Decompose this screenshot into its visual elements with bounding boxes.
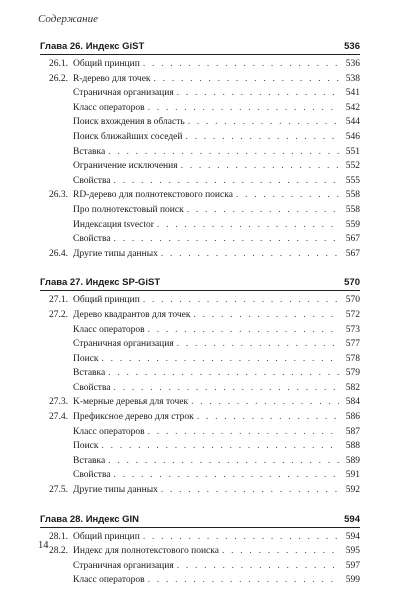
- section-page: 584: [345, 397, 360, 408]
- toc-entry: [40, 188, 360, 203]
- chapter-heading: [40, 276, 360, 291]
- chapter-heading: [40, 513, 360, 528]
- toc-entry: [40, 145, 360, 160]
- page-number: 14: [38, 540, 49, 551]
- section-page: 559: [345, 219, 360, 230]
- section-number: 26.3.: [49, 190, 68, 201]
- dot-leader: [222, 544, 339, 559]
- running-head: Содержание: [38, 13, 99, 25]
- dot-leader: [187, 203, 339, 218]
- toc-entry: [40, 57, 360, 72]
- section-page: 538: [345, 73, 360, 84]
- section-title: K-мерные деревья для точек: [73, 397, 189, 408]
- section-title: Класс операторов: [73, 575, 145, 586]
- section-page: 592: [345, 485, 360, 496]
- section-page: 541: [345, 88, 360, 99]
- section-page: 591: [345, 470, 360, 481]
- dot-leader: [154, 72, 339, 87]
- section-title: Свойства: [73, 175, 111, 186]
- toc-entry: [40, 366, 360, 381]
- section-page: 551: [345, 146, 360, 157]
- section-title: Индексация tsvector: [73, 219, 154, 230]
- toc-entry: [40, 337, 360, 352]
- toc-entry: [40, 530, 360, 545]
- section-title: RD-дерево для полнотекстового поиска: [73, 190, 233, 201]
- toc-entry: [40, 381, 360, 396]
- dot-leader: [197, 410, 339, 425]
- section-number: 27.4.: [49, 412, 68, 423]
- dot-leader: [148, 573, 339, 588]
- section-number: 27.3.: [49, 397, 68, 408]
- chapter-heading: [40, 40, 360, 55]
- section-title: Общий принцип: [73, 295, 140, 306]
- toc-entry: [40, 159, 360, 174]
- chapter-page: 570: [344, 277, 360, 289]
- dot-leader: [143, 530, 339, 545]
- section-page: 587: [345, 426, 360, 437]
- toc-chapter: [40, 40, 360, 261]
- dot-leader: [148, 323, 339, 338]
- section-title: Страничная организация: [73, 560, 174, 571]
- section-title: Свойства: [73, 470, 111, 481]
- toc-entry: [40, 86, 360, 101]
- section-page: 586: [345, 412, 360, 423]
- section-number: 27.2.: [49, 309, 68, 320]
- section-title: Индекс для полнотекстового поиска: [73, 546, 219, 557]
- dot-leader: [161, 483, 339, 498]
- section-title: Ограничение исключения: [73, 161, 178, 172]
- chapter-title: Глава 26. Индекс GiST: [40, 41, 145, 52]
- section-number: 28.2.: [49, 546, 68, 557]
- dot-leader: [102, 439, 339, 454]
- dot-leader: [177, 86, 339, 101]
- section-page: 567: [345, 248, 360, 259]
- section-page: 567: [345, 234, 360, 245]
- dot-leader: [114, 381, 339, 396]
- toc-entry: [40, 101, 360, 116]
- dot-leader: [188, 115, 339, 130]
- section-page: 570: [345, 295, 360, 306]
- section-page: 588: [345, 441, 360, 452]
- dot-leader: [161, 247, 339, 262]
- toc-entry: [40, 352, 360, 367]
- dot-leader: [194, 308, 340, 323]
- section-page: 552: [345, 161, 360, 172]
- section-title: Свойства: [73, 234, 111, 245]
- section-page: 544: [345, 117, 360, 128]
- section-title: Общий принцип: [73, 59, 140, 69]
- toc-entry: [40, 308, 360, 323]
- table-of-contents: [40, 40, 360, 603]
- section-title: Про полнотекстовый поиск: [73, 204, 184, 215]
- section-number: 28.1.: [49, 531, 68, 542]
- section-number: 26.2.: [49, 73, 68, 84]
- section-title: Класс операторов: [73, 324, 145, 335]
- toc-chapter: [40, 276, 360, 497]
- section-page: 597: [345, 560, 360, 571]
- dot-leader: [108, 366, 339, 381]
- section-page: 577: [345, 339, 360, 350]
- section-page: 595: [345, 546, 360, 557]
- section-page: 573: [345, 324, 360, 335]
- toc-chapter: [40, 513, 360, 588]
- section-page: 558: [345, 204, 360, 215]
- section-title: Класс операторов: [73, 426, 145, 437]
- toc-entry: [40, 468, 360, 483]
- dot-leader: [143, 57, 339, 72]
- toc-entry: [40, 293, 360, 308]
- dot-leader: [177, 337, 339, 352]
- toc-entry: [40, 410, 360, 425]
- toc-entry: [40, 323, 360, 338]
- dot-leader: [114, 174, 339, 189]
- toc-entry: [40, 559, 360, 574]
- toc-entry: [40, 115, 360, 130]
- toc-entry: [40, 425, 360, 440]
- toc-entry: [40, 544, 360, 559]
- dot-leader: [148, 101, 339, 116]
- dot-leader: [102, 352, 339, 367]
- section-title: Поиск: [73, 441, 99, 452]
- dot-leader: [177, 559, 339, 574]
- dot-leader: [114, 468, 339, 483]
- dot-leader: [236, 188, 339, 203]
- toc-entry: [40, 203, 360, 218]
- dot-leader: [114, 232, 339, 247]
- section-page: 555: [345, 175, 360, 186]
- toc-entry: [40, 174, 360, 189]
- toc-entry: [40, 454, 360, 469]
- section-page: 558: [345, 190, 360, 201]
- dot-leader: [191, 395, 339, 410]
- dot-leader: [181, 159, 339, 174]
- section-title: R-дерево для точек: [73, 73, 151, 84]
- section-page: 546: [345, 131, 360, 142]
- section-title: Поиск ближайших соседей: [73, 131, 183, 142]
- section-title: Префиксное дерево для строк: [73, 412, 194, 423]
- chapter-title: Глава 28. Индекс GIN: [40, 513, 140, 525]
- chapter-page: 594: [344, 513, 360, 525]
- toc-entry: [40, 232, 360, 247]
- section-page: 542: [345, 102, 360, 113]
- section-number: 27.5.: [49, 485, 68, 496]
- section-title: Класс операторов: [73, 102, 145, 113]
- section-number: 26.4.: [49, 248, 68, 259]
- section-page: 578: [345, 353, 360, 364]
- section-title: Общий принцип: [73, 531, 140, 542]
- section-page: 579: [345, 368, 360, 379]
- section-title: Поиск: [73, 353, 99, 364]
- section-title: Поиск вхождения в область: [73, 117, 185, 128]
- dot-leader: [108, 145, 339, 160]
- toc-entry: [40, 72, 360, 87]
- section-title: Свойства: [73, 382, 111, 393]
- section-title: Страничная организация: [73, 339, 174, 350]
- chapter-title: Глава 27. Индекс SP-GiST: [40, 277, 161, 289]
- dot-leader: [157, 218, 339, 233]
- toc-entry: [40, 483, 360, 498]
- section-page: 599: [345, 575, 360, 586]
- dot-leader: [185, 130, 339, 145]
- toc-entry: [40, 247, 360, 262]
- dot-leader: [148, 425, 339, 440]
- section-number: 26.1.: [49, 59, 68, 69]
- section-page: 536: [345, 59, 360, 69]
- section-title: Вставка: [73, 146, 106, 157]
- toc-entry: [40, 130, 360, 145]
- section-number: 27.1.: [49, 295, 68, 306]
- chapter-page: 536: [344, 41, 360, 52]
- section-page: 582: [345, 382, 360, 393]
- section-title: Другие типы данных: [73, 485, 158, 496]
- section-title: Вставка: [73, 368, 106, 379]
- toc-entry: [40, 395, 360, 410]
- section-title: Страничная организация: [73, 88, 174, 99]
- section-page: 572: [345, 309, 360, 320]
- section-title: Вставка: [73, 455, 106, 466]
- section-title: Дерево квадрантов для точек: [73, 309, 191, 320]
- section-title: Другие типы данных: [73, 248, 158, 259]
- dot-leader: [108, 454, 339, 469]
- section-page: 589: [345, 455, 360, 466]
- dot-leader: [143, 293, 339, 308]
- toc-entry: [40, 573, 360, 588]
- section-page: 594: [345, 531, 360, 542]
- toc-entry: [40, 439, 360, 454]
- toc-entry: [40, 218, 360, 233]
